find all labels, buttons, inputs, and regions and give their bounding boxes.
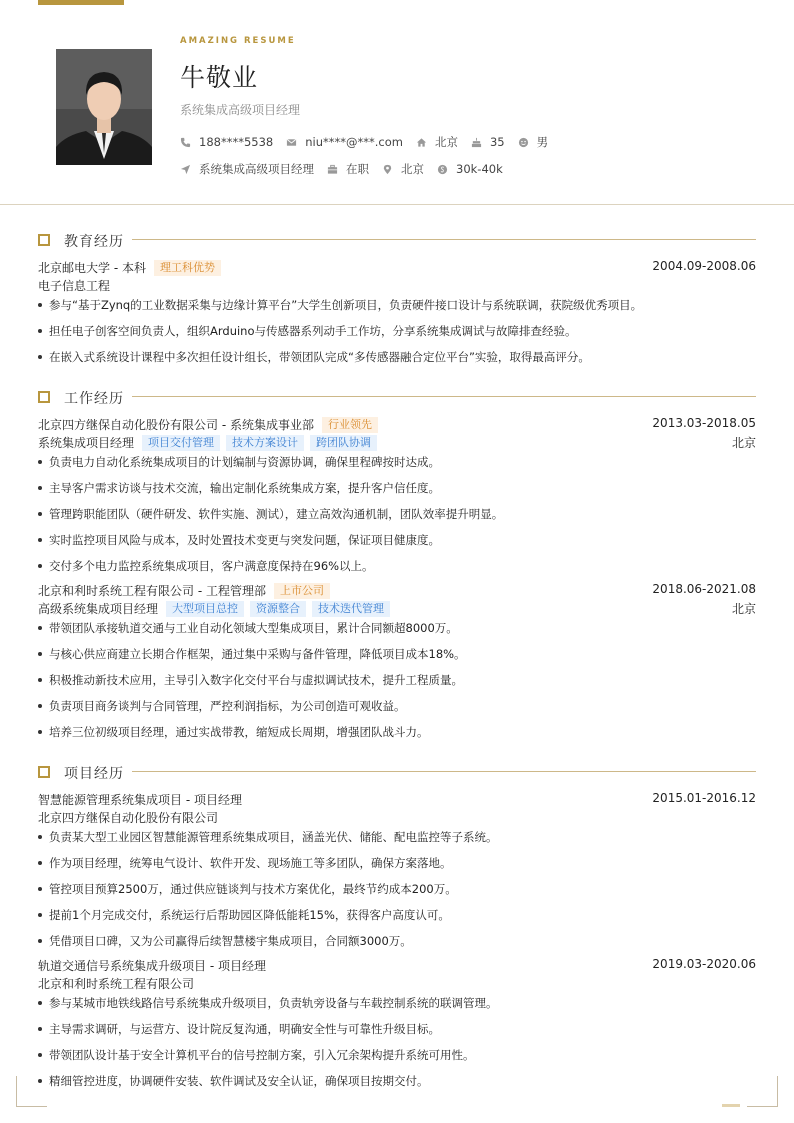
gender-icon xyxy=(518,137,529,148)
project-company-line xyxy=(38,975,756,991)
job-intent-row xyxy=(180,161,516,177)
age-item xyxy=(471,135,505,149)
project-company: 北京和利时系统工程有限公司 xyxy=(38,977,195,991)
work-role-line xyxy=(38,434,756,450)
resume-header xyxy=(0,0,794,205)
employment-status-item xyxy=(327,161,369,177)
gender-item xyxy=(518,134,549,150)
project-date: 2015.01-2016.12 xyxy=(652,791,756,805)
skill-tag: 跨团队协调 xyxy=(310,435,377,451)
project-entry-header xyxy=(38,791,756,807)
cake-icon xyxy=(471,137,482,148)
phone-icon xyxy=(180,137,191,148)
briefcase-icon xyxy=(327,164,338,175)
contact-info-row xyxy=(180,134,561,150)
header-divider xyxy=(0,204,794,205)
project-section-title: 项目经历 xyxy=(64,766,124,782)
major-name: 电子信息工程 xyxy=(38,279,111,293)
corner-decoration-right xyxy=(747,1076,778,1107)
skill-tag: 资源整合 xyxy=(250,601,306,617)
work-section-title: 工作经历 xyxy=(64,391,124,407)
role-name: 高级系统集成项目经理 xyxy=(38,602,159,616)
email-text: niu****@***.com xyxy=(305,135,403,149)
resume-tagline: AMAZING RESUME xyxy=(180,36,296,46)
target-city-item xyxy=(382,161,424,177)
city-text: 北京 xyxy=(434,135,458,149)
location-pin-icon xyxy=(382,164,393,175)
skill-tag: 大型项目总控 xyxy=(166,601,244,617)
project-name: 智慧能源管理系统集成项目 - 项目经理 xyxy=(38,793,242,807)
home-icon xyxy=(416,137,427,148)
age-text: 35 xyxy=(489,135,505,149)
school-tag: 理工科优势 xyxy=(154,260,221,276)
skill-tag: 项目交付管理 xyxy=(142,435,220,451)
work-location: 北京 xyxy=(731,602,756,616)
work-date: 2013.03-2018.05 xyxy=(652,416,756,430)
company-name: 北京和利时系统工程有限公司 - 工程管理部 xyxy=(38,584,266,598)
target-position-item xyxy=(180,161,314,177)
company-tag: 行业领先 xyxy=(322,417,378,433)
city-item xyxy=(416,134,458,150)
company-tag: 上市公司 xyxy=(274,583,330,599)
project-company: 北京四方继保自动化股份有限公司 xyxy=(38,811,219,825)
project-company-line xyxy=(38,809,756,825)
work-location: 北京 xyxy=(731,436,756,450)
salary-icon xyxy=(437,164,448,175)
phone-item xyxy=(180,135,273,149)
gender-text: 男 xyxy=(536,135,549,149)
profile-photo xyxy=(56,49,152,165)
education-section-title: 教育经历 xyxy=(64,234,124,250)
target-city-text: 北京 xyxy=(401,162,424,176)
phone-text: 188****5538 xyxy=(199,135,274,149)
company-name: 北京四方继保自动化股份有限公司 - 系统集成事业部 xyxy=(38,418,314,432)
skill-tag: 技术迭代管理 xyxy=(312,601,390,617)
skill-tag: 技术方案设计 xyxy=(226,435,304,451)
section-divider xyxy=(132,771,756,772)
project-entry-header xyxy=(38,957,756,973)
school-name: 北京邮电大学 - 本科 xyxy=(38,261,146,275)
work-section-header xyxy=(38,389,756,405)
work-entry-header xyxy=(38,416,756,432)
bottom-accent-mark xyxy=(722,1104,740,1107)
candidate-name: 牛敬业 xyxy=(180,63,259,92)
employment-status-text: 在职 xyxy=(346,162,369,176)
salary-text: 30k-40k xyxy=(456,162,503,176)
work-date: 2018.06-2021.08 xyxy=(652,582,756,596)
mail-icon xyxy=(286,137,297,148)
target-position-text: 系统集成高级项目经理 xyxy=(199,162,314,176)
role-name: 系统集成项目经理 xyxy=(38,436,135,450)
candidate-title: 系统集成高级项目经理 xyxy=(180,103,301,117)
work-role-line xyxy=(38,600,756,616)
email-item xyxy=(286,135,403,149)
section-square-icon xyxy=(38,391,50,403)
education-date: 2004.09-2008.06 xyxy=(652,259,756,273)
project-name: 轨道交通信号系统集成升级项目 - 项目经理 xyxy=(38,959,266,973)
project-section-header xyxy=(38,764,756,780)
education-major-line xyxy=(38,277,756,293)
section-square-icon xyxy=(38,234,50,246)
work-entry-header xyxy=(38,582,756,598)
salary-item xyxy=(437,162,503,176)
avatar-portrait-icon xyxy=(56,49,152,165)
section-divider xyxy=(132,396,756,397)
section-square-icon xyxy=(38,766,50,778)
corner-decoration-left xyxy=(16,1076,47,1107)
section-divider xyxy=(132,239,756,240)
project-date: 2019.03-2020.06 xyxy=(652,957,756,971)
send-icon xyxy=(180,164,191,175)
education-section-header xyxy=(38,232,756,248)
education-entry-header xyxy=(38,259,756,275)
